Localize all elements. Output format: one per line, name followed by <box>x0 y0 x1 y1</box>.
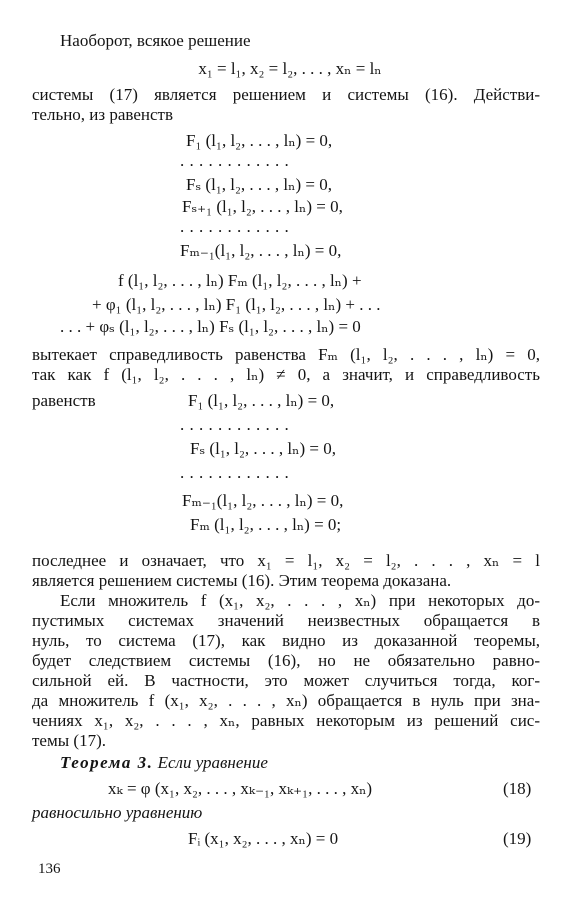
formula-line: x₁ = l₁, x₂ = l₂, . . . , xₙ = lₙ <box>198 59 382 78</box>
page-number: 136 <box>38 861 61 877</box>
text-line: сильной ей. В частности, это может случиться тогда, ког- <box>32 671 540 690</box>
formula-line: F₁ (l₁, l₂, . . . , lₙ) = 0, <box>186 131 333 150</box>
text-line: будет следствием системы (16), но не обязательно равно- <box>32 651 540 670</box>
equation-number: (18) <box>503 779 532 798</box>
text-line: системы (17) является решением и системы (16). Действи- <box>32 85 540 104</box>
theorem-label: Теорема 3. <box>60 753 154 772</box>
ellipsis-row: . . . . . . . . . . . . <box>180 217 290 236</box>
text-line: чениях x₁, x₂, . . . , xₙ, равных некоторым из решений сис- <box>32 711 540 730</box>
text-line: равенств <box>32 391 96 410</box>
text-line: так как f (l₁, l₂, . . . , lₙ) ≠ 0, а значит, и справедливость <box>32 365 540 384</box>
theorem-text: Если уравнение <box>157 753 268 772</box>
text-line: является решением системы (16). Этим теорема доказана. <box>32 571 452 590</box>
text-line: последнее и означает, что x₁ = l₁, x₂ = l₂, . . . , xₙ = l <box>32 551 540 570</box>
formula-line: + φ₁ (l₁, l₂, . . . , lₙ) F₁ (l₁, l₂, . . . , lₙ) + . . . <box>92 295 381 314</box>
ellipsis-row: . . . . . . . . . . . . <box>180 151 290 170</box>
formula-line: Fₛ (l₁, l₂, . . . , lₙ) = 0, <box>190 439 336 458</box>
ellipsis-row: . . . . . . . . . . . . <box>180 463 290 482</box>
ellipsis-row: . . . . . . . . . . . . <box>180 415 290 434</box>
text-line: Если множитель f (x₁, x₂, . . . , xₙ) при некоторых до- <box>60 591 540 610</box>
text-line: да множитель f (x₁, x₂, . . . , xₙ) обращается в нуль при зна- <box>32 691 540 710</box>
text-line: равносильно уравнению <box>32 803 203 822</box>
text-line: тельно, из равенств <box>32 105 173 124</box>
formula-line: Fₛ₊₁ (l₁, l₂, . . . , lₙ) = 0, <box>182 197 343 216</box>
formula-line: f (l₁, l₂, . . . , lₙ) Fₘ (l₁, l₂, . . . , lₙ) + <box>118 271 362 290</box>
formula-line: F₁ (l₁, l₂, . . . , lₙ) = 0, <box>188 391 335 410</box>
equation-number: (19) <box>503 829 532 848</box>
formula-line: . . . + φₛ (l₁, l₂, . . . , lₙ) Fₛ (l₁, l₂, . . . , lₙ) = 0 <box>60 317 361 336</box>
formula-line: Fₘ (l₁, l₂, . . . , lₙ) = 0; <box>190 515 342 534</box>
text-line: темы (17). <box>32 731 106 750</box>
theorem-heading <box>60 754 268 771</box>
formula-line: Fᵢ (x₁, x₂, . . . , xₙ) = 0 <box>188 829 339 848</box>
formula-line: xₖ = φ (x₁, x₂, . . . , xₖ₋₁, xₖ₊₁, . . . , xₙ) <box>108 779 373 798</box>
text-line: нуль, то система (17), как видно из доказанной теоремы, <box>32 631 540 650</box>
formula-line: Fₘ₋₁(l₁, l₂, . . . , lₙ) = 0, <box>182 491 344 510</box>
formula-line: Fₘ₋₁(l₁, l₂, . . . , lₙ) = 0, <box>180 241 342 260</box>
text-line: вытекает справедливость равенства Fₘ (l₁, l₂, . . . , lₙ) = 0, <box>32 345 540 364</box>
formula-line: Fₛ (l₁, l₂, . . . , lₙ) = 0, <box>186 175 332 194</box>
text-line: пустимых системах значений неизвестных обращается в <box>32 611 540 630</box>
text-line: Наоборот, всякое решение <box>60 31 251 50</box>
